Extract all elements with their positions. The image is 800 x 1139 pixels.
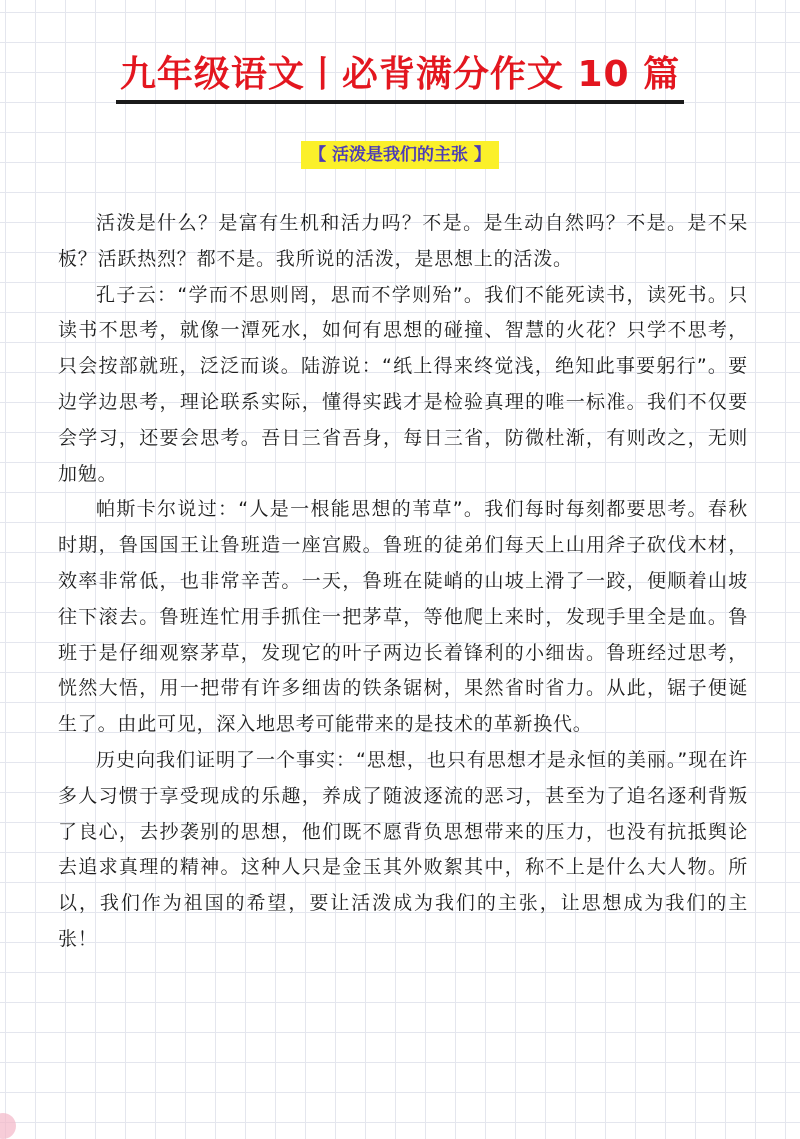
essay-body [58,206,748,958]
page-title-text: 九年级语文丨必背满分作文 10 篇 [116,52,684,104]
essay-heading [0,141,800,169]
essay-heading-text: 【 活泼是我们的主张 】 [301,141,499,169]
essay-paragraph-2: 孔子云：“学而不思则罔，思而不学则殆”。我们不能死读书，读死书。只读书不思考，就像一潭死水，如何有思想的碰撞、智慧的火花？只学不思考，只会按部就班，泛泛而谈。陆游说：“纸上得来终觉浅，绝知此事要躬行”。要边学边思考，理论联系实际，懂得实践才是检验真理的唯一标准。我们不仅要会学习，还要会思考。吾日三省吾身，每日三省，防微杜渐，有则改之，无则加勉。 [58,283,748,485]
corner-decoration [0,1113,16,1139]
page-title [0,52,800,104]
essay-paragraph-4: 历史向我们证明了一个事实：“思想，也只有思想才是永恒的美丽。”现在许多人习惯于享受现成的乐趣，养成了随波逐流的恶习，甚至为了追名逐利背叛了良心，去抄袭别的思想，他们既不愿背负思想带来的压力，也没有抗抵舆论去追求真理的精神。这种人只是金玉其外败絮其中，称不上是什么大人物。所以，我们作为祖国的希望，要让活泼成为我们的主张，让思想成为我们的主张！ [58,748,748,950]
essay-paragraph-1: 活泼是什么？是富有生机和活力吗？不是。是生动自然吗？不是。是不呆板？活跃热烈？都不是。我所说的活泼，是思想上的活泼。 [58,212,748,270]
essay-paragraph-3: 帕斯卡尔说过：“人是一根能思想的苇草”。我们每时每刻都要思考。春秋时期，鲁国国王让鲁班造一座宫殿。鲁班的徒弟们每天上山用斧子砍伐木材，效率非常低，也非常辛苦。一天，鲁班在陡峭的山坡上滑了一跤，便顺着山坡往下滚去。鲁班连忙用手抓住一把茅草，等他爬上来时，发现手里全是血。鲁班于是仔细观察茅草，发现它的叶子两边长着锋利的小细齿。鲁班经过思考，恍然大悟，用一把带有许多细齿的铁条锯树，果然省时省力。从此，锯子便诞生了。由此可见，深入地思考可能带来的是技术的革新换代。 [58,498,748,736]
